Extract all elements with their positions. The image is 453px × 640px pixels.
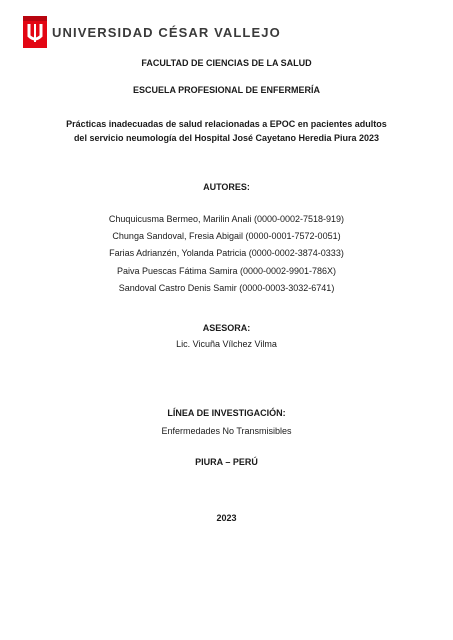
author-entry: Chuquicusma Bermeo, Marilin Anali (0000-0002-7518-919) xyxy=(108,214,345,224)
author-entry: Paiva Puescas Fátima Samira (0000-0002-9901-786X) xyxy=(116,265,337,276)
thesis-title xyxy=(0,117,453,145)
author-entry: Farias Adrianzén, Yolanda Patricia (0000-0002-3874-0333) xyxy=(109,248,344,259)
thesis-title-line: del servicio neumología del Hospital José Cayetano Heredia Piura 2023 xyxy=(73,133,380,143)
author-entry: Sandoval Castro Denis Samir (0000-0003-3032-6741) xyxy=(118,282,335,293)
authors-list xyxy=(0,211,453,297)
advisor-name: Lic. Vicuña Vílchez Vilma xyxy=(176,339,277,349)
research-line-heading: LÍNEA DE INVESTIGACIÓN: xyxy=(167,408,286,418)
advisor-heading: ASESORA: xyxy=(202,323,251,333)
author-entry: Chunga Sandoval, Fresia Abigail (0000-0001-7572-0051) xyxy=(112,231,341,242)
faculty-name: FACULTAD DE CIENCIAS DE LA SALUD xyxy=(141,58,312,68)
location: PIURA – PERÚ xyxy=(195,457,258,467)
school-name: ESCUELA PROFESIONAL DE ENFERMERÍA xyxy=(132,85,321,95)
authors-heading: AUTORES: xyxy=(203,182,250,192)
thesis-title-line: Prácticas inadecuadas de salud relacionadas a EPOC en pacientes adultos xyxy=(66,119,387,129)
year: 2023 xyxy=(216,513,237,523)
university-name: UNIVERSIDAD CÉSAR VALLEJO xyxy=(52,24,281,40)
research-line-value: Enfermedades No Transmisibles xyxy=(161,426,292,436)
university-shield-icon xyxy=(23,16,47,48)
university-logo xyxy=(23,16,281,48)
